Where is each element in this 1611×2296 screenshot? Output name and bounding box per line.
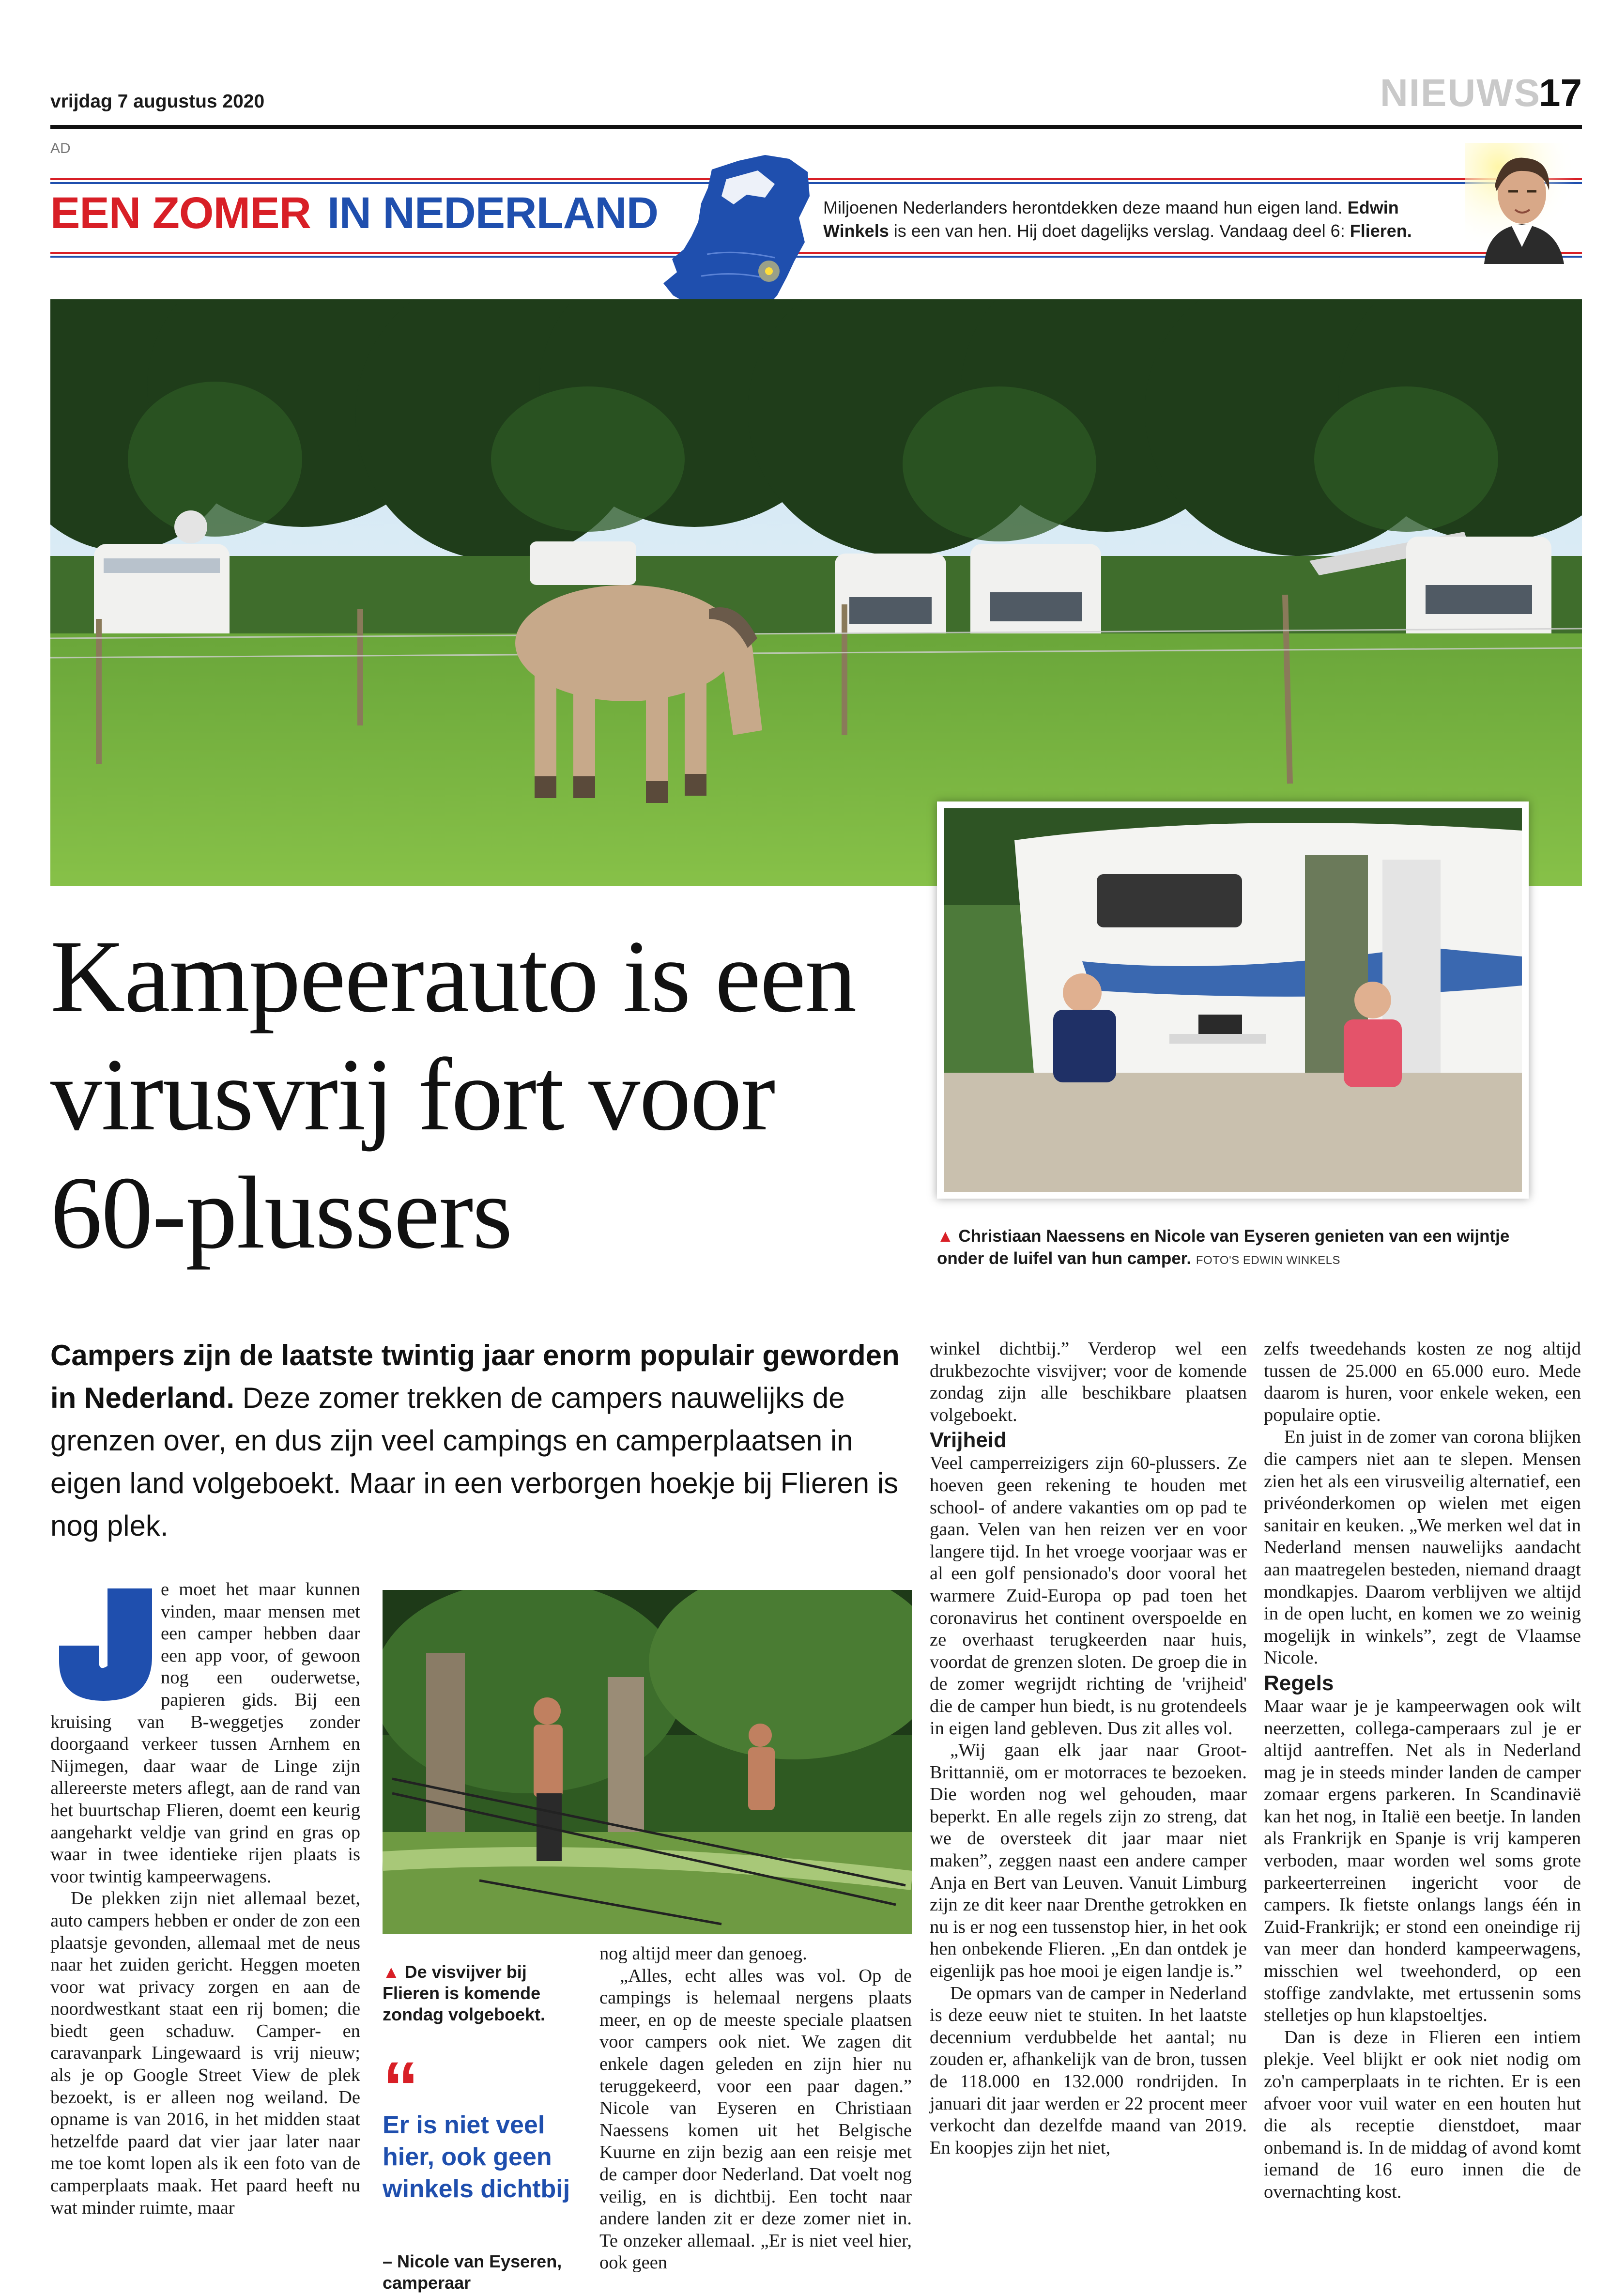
author-portrait — [1465, 143, 1576, 264]
pull-quote: Er is niet veel hier, ook geen winkels dichtbij — [383, 2111, 570, 2203]
paragraph: Veel camperreizigers zijn 60-plussers. Ze hoeven geen rekening te houden met school- of andere vakanties om op pad te gaan. Velen van hen reizen ver en voor langere tijd. In het vroege voorjaar was er al een golf pensionado's door vooral het warmere Zuid-Europa op pad toen het coronavirus het continent overspoelde en ze overhaast terugkeerden naar huis, voordat de grenzen sloten. De groep die in de zomer wegrijdt richting de 'vrijheid' die de camper hun biedt, is nu grotendeels in eigen land gebleven. Dus zit alles vol. — [930, 1453, 1247, 1739]
issue-date: vrijdag 7 augustus 2020 — [50, 91, 265, 112]
paragraph: zelfs tweedehands kosten ze nog altijd tussen de 25.000 en 65.000 euro. Mede daarom is huren, voor enkele weken, een populaire optie. — [1264, 1339, 1581, 1425]
body-column-3 — [599, 1943, 912, 2274]
author-name: Edwin Winkels — [823, 198, 1399, 241]
body-column-4 — [930, 1338, 1247, 2159]
header-rule — [50, 125, 1582, 129]
dropcap-j-icon — [50, 1588, 157, 1705]
banner-stripe-top-blue — [50, 182, 1582, 184]
subheading-vrijheid: Vrijheid — [930, 1428, 1007, 1452]
caption-triangle-icon: ▲ — [383, 1962, 400, 1982]
body-column-5 — [1264, 1338, 1581, 2204]
page-number: 17 — [1539, 71, 1582, 114]
photo-caption: ▲ Christiaan Naessens en Nicole van Eyseren genieten van een wijntje onder de luifel van hun camper. FOTO'S EDWIN WINKELS — [937, 1227, 1510, 1268]
inset-photo-couple — [937, 801, 1529, 1199]
section-label: NIEUWS — [1380, 71, 1541, 114]
quote-attribution: – Nicole van Eyseren, camperaar — [383, 2251, 562, 2293]
location-name: Flieren. — [1350, 221, 1412, 241]
paragraph: Dan is deze in Flieren een intiem plekje. Veel blijkt er ook niet nodig om zo'n camperplaats in te richten. Er is een afvoer voor vuil water en een houten hut die als receptie dienstdoet, maar onbemand is. In de middag of avond komt iemand de 16 euro innen die de overnachting kost. — [1264, 2027, 1581, 2202]
main-photo-campsite — [50, 299, 1582, 886]
banner-stripe-bottom-blue — [50, 256, 1582, 258]
article-lead: Campers zijn de laatste twintig jaar enorm populair geworden in Nederland. Deze zomer trekken de campers nauwelijks de grenzen over, en dus zijn veel campings en camperplaatsen in eigen land volgeboekt. Maar in een verborgen hoekje bij Flieren is nog plek. — [50, 1339, 900, 1542]
paragraph: nog altijd meer dan genoeg. — [599, 1943, 807, 1964]
subheading-regels: Regels — [1264, 1671, 1334, 1695]
series-title-blue: IN NEDERLAND — [327, 188, 659, 238]
quote-mark-icon: “ — [383, 2047, 419, 2128]
paragraph: winkel dichtbij.” Verderop wel een drukbezochte visvijver; voor de komende zondag zijn alle beschikbare plaatsen volgeboekt. — [930, 1339, 1247, 1425]
banner-stripe-bottom — [50, 252, 1582, 254]
caption-triangle-icon: ▲ — [937, 1227, 954, 1246]
paragraph: „Alles, echt alles was vol. Op de campings is helemaal nergens plaats meer, en op de meeste speciale plaatsen voor campers ook niet. We zagen dit enkele dagen geleden en zijn hier nu teruggekeerd, voor een paar dagen.” Nicole van Eyseren en Christiaan Naessens komen uit het Belgische Kuurne en zijn bezig aan een reisje met de camper door Nederland. Dat voelt nog veilig, en is dichtbij. Een tocht naar andere landen zit er deze zomer niet in. Te onzeker allemaal. „Er is niet veel hier, ook geen — [599, 1965, 912, 2273]
paragraph: e moet het maar kunnen vinden, maar mensen met een camper hebben daar een app voor, of gewoon nog een ouderwetse, papieren gids. Bij een kruising van B-weggetjes zonder doorgaand verkeer tussen Arnhem en Nijmegen, daar waar de Linge zijn allereerste meters aflegt, aan de rand van het buurtschap Flieren, doemt een keurig aangeharkt veldje van grind en gras op waar in twee identieke rijen plaats is voor twintig kampeerwagens. — [50, 1579, 360, 1887]
paragraph: „Wij gaan elk jaar naar Groot-Brittannië, om er motorraces te bezoeken. Die worden nog wel gehouden, maar beperkt. En alle regels zijn zo streng, dat we de oversteek dit jaar maar niet maken”, zeggen naast een andere camper Anja en Bert van Leuven. Vanuit Limburg zijn ze dit keer naar Drenthe getrokken en nu is er nog een tussenstop hier, in het ook hen onbekende Flieren. „En dan ontdek je eigenlijk pas hoe mooi je eigen landje is.” — [930, 1740, 1247, 1982]
banner-stripe-top — [50, 178, 1582, 180]
photo-credit: FOTO'S EDWIN WINKELS — [1196, 1254, 1341, 1267]
headline: Kampeerauto is een virusvrij fort voor 60-plussers — [50, 919, 856, 1270]
series-intro: Miljoenen Nederlanders herontdekken deze maand hun eigen land. Edwin Winkels is een van hen. Hij doet dagelijks verslag. Vandaag deel 6: Flieren. — [823, 198, 1412, 241]
paper-name: AD — [50, 140, 71, 156]
paragraph: De opmars van de camper in Nederland is deze eeuw niet te stuiten. In het laatste decennium verdubbelde het aantal; nu zouden er, afhankelijk van de bron, tussen de 118.000 en 132.000 rondrijden. In januari dit jaar werden er 22 procent meer verkocht dan dezelfde maand van 2019. En koopjes zijn het niet, — [930, 1983, 1247, 2158]
paragraph: En juist in de zomer van corona blijken die campers niet aan te slepen. Mensen zien het als een virusveilig alternatief, een privéonderkomen op wielen met eigen sanitair en keuken. „We merken wel dat in Nederland mensen nauwelijks aandacht aan maatregelen besteden, niemand draagt mondkapjes. Daarom verblijven we altijd in de open lucht, en komen we zo weinig mogelijk in winkels”, zegt de Vlaamse Nicole. — [1264, 1427, 1581, 1668]
fishing-pond-photo — [383, 1590, 912, 1934]
paragraph: De plekken zijn niet allemaal bezet, auto campers hebben er onder de zon een plaatsje gevonden, allemaal met de neus naar het zuiden gericht. Heggen moeten voor wat privacy zorgen en aan de noordwestkant staat een rij bomen; die biedt geen schaduw. Camper- en caravanpark Lingewaard is vrij nieuw; als je op Google Street View de plek bezoekt, is er alleen nog weiland. De opname is van 2016, in het midden staat hetzelfde paard dat vier jaar later naar me toe komt lopen als ik een foto van de camperplaats maak. Het paard heeft nu wat minder ruimte, maar — [50, 1888, 360, 2218]
paragraph: Maar waar je je kampeerwagen ook wilt neerzetten, collega-camperaars zul je er altijd aantreffen. Net als in Nederland mag je in steeds minder landen de camper zomaar ergens parkeren. In Scandinavië kan het nog, in Italië een beetje. In landen als Frankrijk en Spanje is vrij kamperen verboden, maar worden wel soms grote parkeerterreinen ingericht voor de campers. Ik fietste onlangs langs één in Zuid-Frankrijk; er stond een oneindige rij van meer dan honderd kampeerwagens, misschien wel tweehonderd, op een stoffige zandvlakte, met ertussenin soms stelletjes op hun klapstoeltjes. — [1264, 1695, 1581, 2026]
series-title-red: EEN ZOMER — [50, 188, 311, 238]
small-photo-caption: ▲ De visvijver bij Flieren is komende zondag volgeboekt. — [383, 1962, 546, 2024]
